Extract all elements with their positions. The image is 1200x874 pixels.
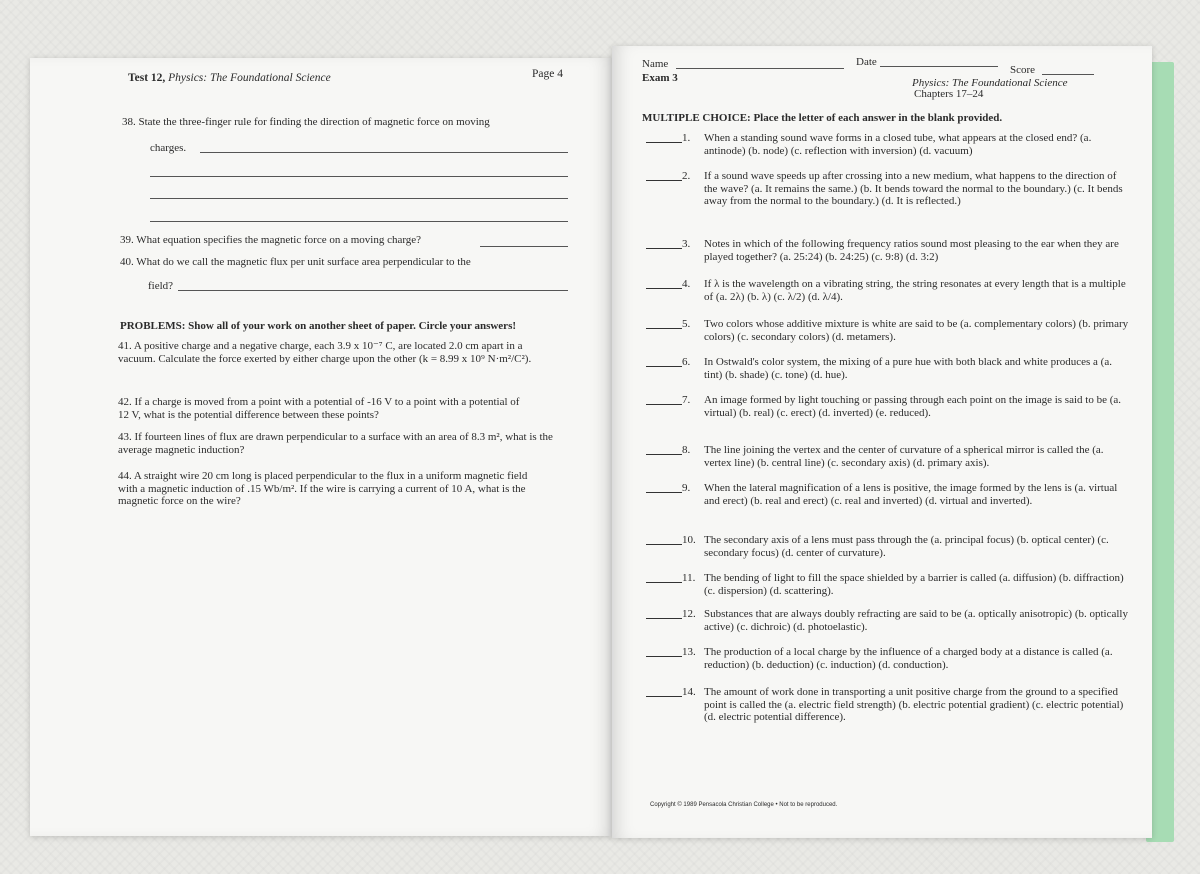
answer-blank-group	[646, 646, 704, 671]
answer-blank[interactable]	[646, 482, 682, 493]
question-number: 2.	[682, 170, 691, 182]
answer-blank-group	[646, 318, 704, 343]
page-number: Page 4	[532, 68, 563, 80]
question-text: When a standing sound wave forms in a closed tube, what appears at the closed end? (a. antinode) (b. node) (c. reflection with inversion) (d. vacuum)	[704, 132, 1092, 157]
question-text: Two colors whose additive mixture is white are said to be (a. complementary colors) (b. primary colors) (c. secondary colors) (d. metamers).	[704, 318, 1129, 343]
course-title: Physics: The Foundational Science	[912, 77, 1068, 89]
answer-blank-group	[646, 356, 704, 381]
question-number: 7.	[682, 394, 691, 406]
question-text: In Ostwald's color system, the mixing of a pure hue with both black and white produces a (a. tint) (b. shade) (c. tone) (d. hue).	[704, 356, 1112, 381]
problem-44: 44. A straight wire 20 cm long is placed perpendicular to the flux in a uniform magnetic field with a magnetic induction of .15 Wb/m². If the wire is carrying a current of 10 A, what is the magnetic force on the wire?	[118, 470, 528, 507]
question-number: 14.	[682, 686, 696, 698]
question-39: 39. What equation specifies the magnetic force on a moving charge?	[120, 234, 422, 246]
question-number: 6.	[682, 356, 691, 368]
multiple-choice-heading: MULTIPLE CHOICE: Place the letter of each answer in the blank provided.	[642, 112, 1003, 124]
question-number: 13.	[682, 646, 696, 658]
answer-blank[interactable]	[646, 394, 682, 405]
question-number: 10.	[682, 534, 696, 546]
answer-blank[interactable]	[646, 608, 682, 619]
exam-label: Exam 3	[642, 72, 678, 84]
question-40-cont: field?	[148, 280, 174, 292]
answer-blank-group	[646, 572, 704, 597]
name-field[interactable]	[676, 68, 844, 69]
mc-question-8	[646, 444, 1131, 469]
question-text: If a sound wave speeds up after crossing into a new medium, what happens to the direction of the wave? (a. It remains the same.) (b. It bends toward the normal to the boundary.) (c. It bends away from the normal to the boundary.) (d. It is reflected.)	[704, 170, 1123, 207]
answer-line[interactable]	[150, 198, 568, 199]
mc-question-1	[646, 132, 1131, 157]
mc-question-14	[646, 686, 1131, 724]
answer-blank[interactable]	[646, 444, 682, 455]
problem-42: 42. If a charge is moved from a point with a potential of -16 V to a point with a potential of 12 V, what is the potential difference between these points?	[118, 396, 520, 421]
mc-question-11	[646, 572, 1131, 597]
question-number: 8.	[682, 444, 691, 456]
problems-heading: PROBLEMS: Show all of your work on another sheet of paper. Circle your answers!	[120, 320, 517, 332]
answer-blank[interactable]	[646, 646, 682, 657]
mc-question-7	[646, 394, 1131, 419]
mc-question-5	[646, 318, 1131, 343]
left-header	[128, 72, 331, 84]
answer-line[interactable]	[480, 246, 568, 247]
answer-blank[interactable]	[646, 572, 682, 583]
answer-blank[interactable]	[646, 132, 682, 143]
mc-question-10	[646, 534, 1131, 559]
mc-question-9	[646, 482, 1131, 507]
score-label: Score	[1010, 64, 1036, 76]
right-page	[612, 46, 1152, 838]
question-text: Substances that are always doubly refracting are said to be (a. optically anisotropic) (b. optically active) (c. dichroic) (d. photoelastic).	[704, 608, 1128, 633]
question-text: The amount of work done in transporting a unit positive charge from the ground to a specified point is called the (a. electric field strength) (b. electric potential gradient) (c. electric potential) (d. electric potential difference).	[704, 686, 1124, 723]
question-text: When the lateral magnification of a lens is positive, the image formed by the lens is (a. virtual and erect) (b. real and erect) (c. real and inverted) (d. virtual and inverted).	[704, 482, 1118, 507]
answer-blank-group	[646, 132, 704, 157]
left-page	[30, 58, 612, 836]
answer-blank-group	[646, 238, 704, 263]
chapters: Chapters 17–24	[914, 88, 984, 100]
question-number: 5.	[682, 318, 691, 330]
question-38: 38. State the three-finger rule for finding the direction of magnetic force on moving	[122, 116, 490, 128]
answer-blank-group	[646, 444, 704, 469]
question-text: If λ is the wavelength on a vibrating string, the string resonates at every length that is a multiple of (a. 2λ) (b. λ) (c. λ/2) (d. λ/4).	[704, 278, 1126, 303]
answer-blank-group	[646, 394, 704, 419]
mc-question-3	[646, 238, 1131, 263]
answer-blank[interactable]	[646, 686, 682, 697]
answer-line[interactable]	[200, 152, 568, 153]
mc-question-13	[646, 646, 1131, 671]
question-number: 12.	[682, 608, 696, 620]
answer-line[interactable]	[150, 176, 568, 177]
date-label: Date	[856, 56, 877, 68]
answer-blank-group	[646, 278, 704, 303]
problem-41: 41. A positive charge and a negative charge, each 3.9 x 10⁻⁷ C, are located 2.0 cm apart in a vacuum. Calculate the force exerted by either charge upon the other (k = 8.99 x 10⁹ N·m²/C²).	[118, 340, 532, 365]
answer-blank[interactable]	[646, 356, 682, 367]
question-text: The production of a local charge by the influence of a charged body at a distance is called (a. reduction) (b. deduction) (c. induction) (d. conduction).	[704, 646, 1113, 671]
question-number: 11.	[682, 572, 696, 584]
mc-question-6	[646, 356, 1131, 381]
answer-blank[interactable]	[646, 534, 682, 545]
question-text: The line joining the vertex and the center of curvature of a spherical mirror is called the (a. vertex line) (b. central line) (c. secondary axis) (d. primary axis).	[704, 444, 1104, 469]
answer-blank[interactable]	[646, 238, 682, 249]
copyright: Copyright © 1989 Pensacola Christian College • Not to be reproduced.	[650, 802, 838, 808]
question-number: 4.	[682, 278, 691, 290]
mc-question-2	[646, 170, 1131, 208]
mc-question-4	[646, 278, 1131, 303]
question-38-cont: charges.	[150, 142, 187, 154]
course-name: Physics: The Foundational Science	[168, 72, 331, 84]
question-text: The secondary axis of a lens must pass through the (a. principal focus) (b. optical center) (c. secondary focus) (d. center of curvature).	[704, 534, 1109, 559]
mc-question-12	[646, 608, 1131, 633]
answer-blank-group	[646, 170, 704, 208]
answer-blank[interactable]	[646, 278, 682, 289]
answer-line[interactable]	[150, 221, 568, 222]
score-field[interactable]	[1042, 74, 1094, 75]
question-number: 1.	[682, 132, 691, 144]
answer-line[interactable]	[178, 290, 568, 291]
problem-43: 43. If fourteen lines of flux are drawn perpendicular to a surface with an area of 8.3 m², what is the average magnetic induction?	[118, 431, 553, 456]
answer-blank-group	[646, 608, 704, 633]
answer-blank-group	[646, 482, 704, 507]
question-40: 40. What do we call the magnetic flux per unit surface area perpendicular to the	[120, 256, 471, 268]
answer-blank-group	[646, 534, 704, 559]
question-text: Notes in which of the following frequency ratios sound most pleasing to the ear when they are played together? (a. 25:24) (b. 24:25) (c. 9:8) (d. 3:2)	[704, 238, 1119, 263]
answer-blank[interactable]	[646, 170, 682, 181]
name-label: Name	[642, 58, 669, 70]
question-number: 3.	[682, 238, 691, 250]
date-field[interactable]	[880, 66, 998, 67]
answer-blank-group	[646, 686, 704, 724]
answer-blank[interactable]	[646, 318, 682, 329]
question-number: 9.	[682, 482, 691, 494]
question-text: An image formed by light touching or passing through each point on the image is said to be (a. virtual) (b. real) (c. erect) (d. inverted) (e. reduced).	[704, 394, 1121, 419]
question-text: The bending of light to fill the space shielded by a barrier is called (a. diffusion) (b. diffraction) (c. dispersion) (d. scattering).	[704, 572, 1124, 597]
test-number: Test 12,	[128, 72, 166, 84]
